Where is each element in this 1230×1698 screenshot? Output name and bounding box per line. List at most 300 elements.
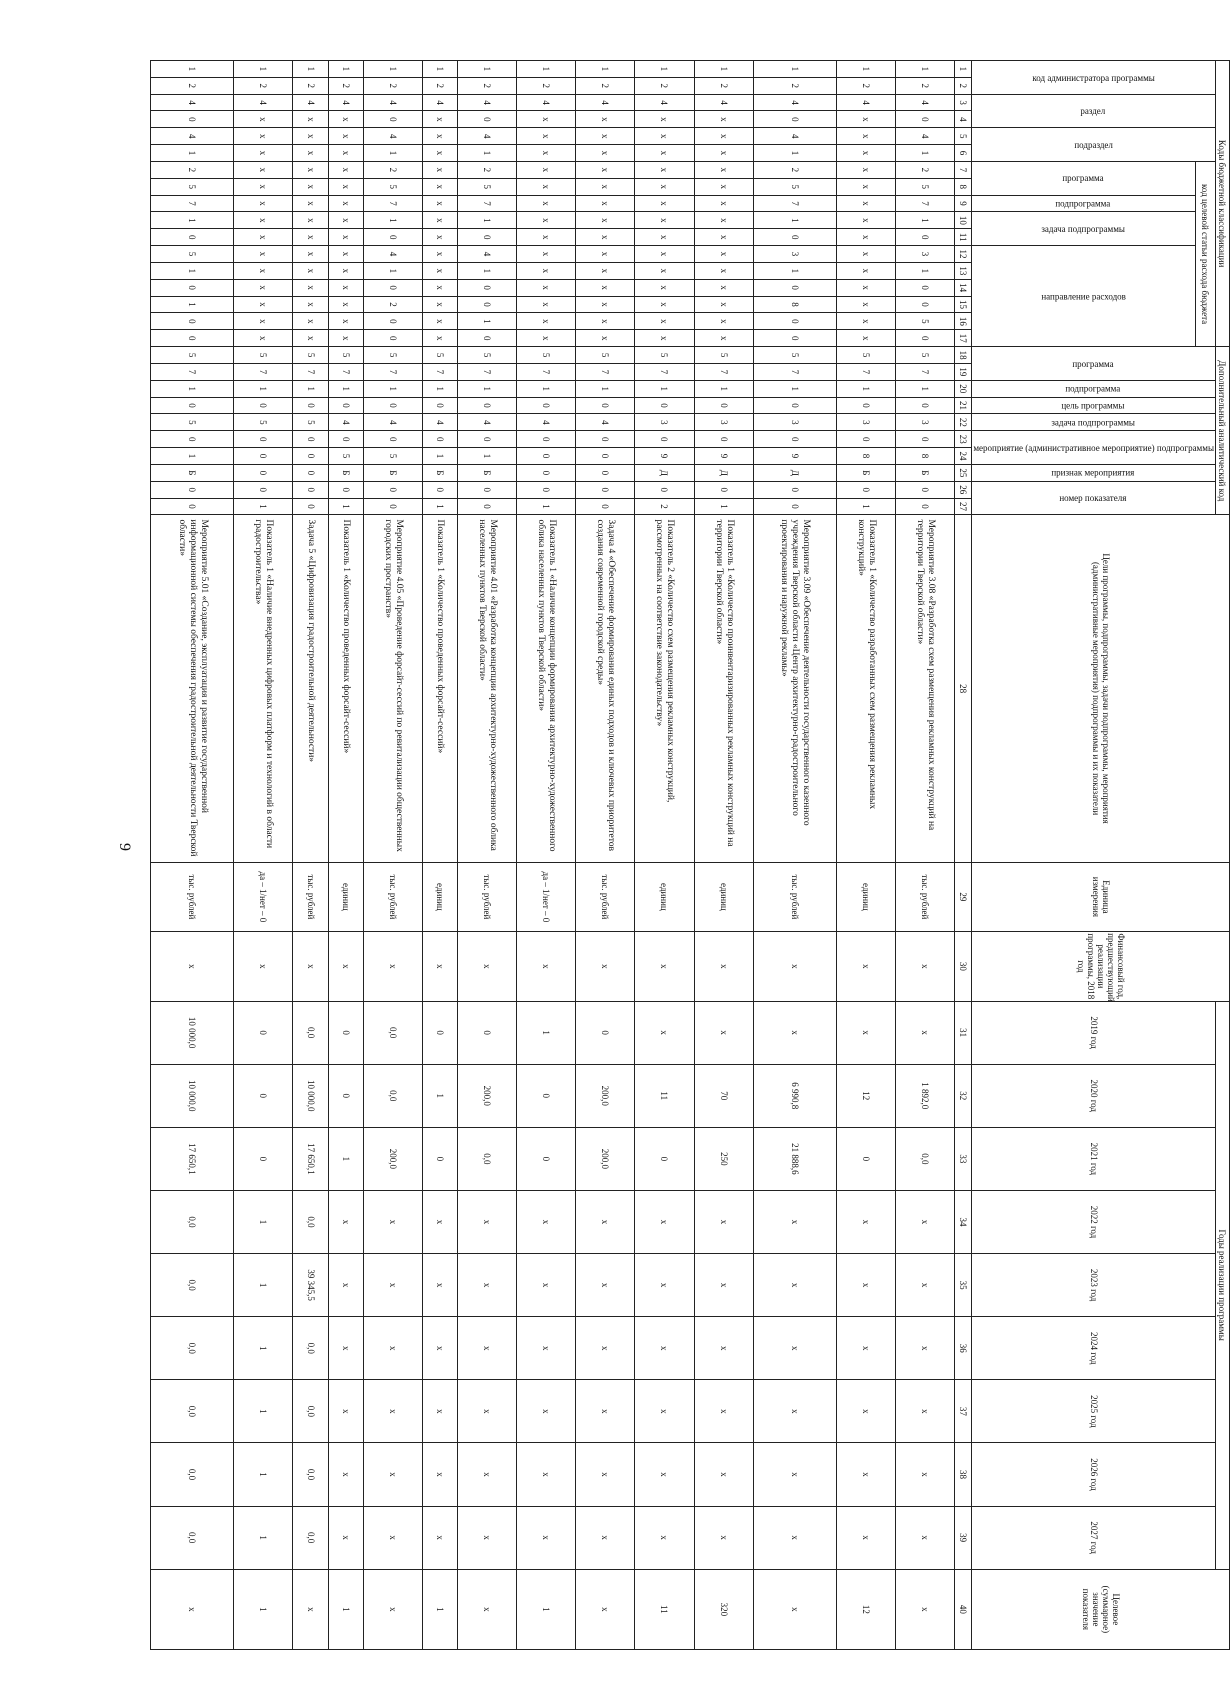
code-cell: 4 <box>517 414 576 431</box>
code-cell: х <box>422 229 457 246</box>
code-cell: х <box>576 111 635 128</box>
code-cell: 4 <box>363 128 422 145</box>
code-cell: 5 <box>753 178 836 195</box>
row-year-value: 0,0 <box>293 1001 328 1064</box>
code-cell: 4 <box>234 94 293 111</box>
code-cell: 0 <box>363 330 422 347</box>
row-year-value: х <box>694 1001 753 1064</box>
code-cell: 1 <box>896 145 955 162</box>
code-cell: х <box>836 161 895 178</box>
code-cell: х <box>694 246 753 263</box>
row-base: х <box>635 932 694 1001</box>
row-year-value: х <box>635 1380 694 1443</box>
code-cell: 1 <box>753 145 836 162</box>
header-name: Цели программы, подпрограммы, задачи подпрограммы, мероприятия (административные мероприятия) подпрограммы и их показатели <box>972 515 1230 862</box>
header-ta-program: программа <box>972 161 1196 195</box>
code-cell: 3 <box>694 414 753 431</box>
code-cell: 1 <box>576 380 635 397</box>
code-cell: х <box>635 195 694 212</box>
row-year-value: 0,0 <box>151 1190 234 1253</box>
rotated-table-container <box>150 60 1230 1650</box>
column-number: 13 <box>955 262 972 279</box>
code-cell: 5 <box>363 448 422 465</box>
code-cell: х <box>576 195 635 212</box>
code-cell: х <box>422 330 457 347</box>
code-cell: х <box>293 246 328 263</box>
code-cell: 0 <box>457 397 516 414</box>
header-year-2: 2021 год <box>972 1127 1216 1190</box>
code-cell: 0 <box>896 111 955 128</box>
row-year-value: х <box>836 1506 895 1569</box>
code-cell: 2 <box>896 77 955 94</box>
code-cell: х <box>422 111 457 128</box>
row-name: Мероприятие 4.05 «Проведение форсайт-сессий по ревитализации общественных городских пространств» <box>363 515 422 862</box>
row-target: 11 <box>635 1569 694 1649</box>
code-cell: х <box>576 178 635 195</box>
code-cell: Б <box>457 464 516 481</box>
code-cell: 1 <box>151 61 234 78</box>
header-ta-task: задача подпрограммы <box>972 212 1196 246</box>
code-cell: 4 <box>457 94 516 111</box>
code-cell: 0 <box>151 111 234 128</box>
code-cell: 7 <box>151 363 234 380</box>
row-base: х <box>363 932 422 1001</box>
code-cell: 1 <box>836 61 895 78</box>
code-cell: х <box>293 195 328 212</box>
code-cell: 7 <box>753 195 836 212</box>
code-cell: 5 <box>293 414 328 431</box>
code-cell: х <box>576 313 635 330</box>
code-cell: х <box>293 229 328 246</box>
code-cell: 0 <box>457 431 516 448</box>
row-year-value: х <box>422 1317 457 1380</box>
code-cell: х <box>694 262 753 279</box>
code-cell: 5 <box>328 347 363 364</box>
code-cell: 1 <box>293 61 328 78</box>
row-year-value: х <box>363 1380 422 1443</box>
code-cell: 0 <box>635 397 694 414</box>
code-cell: 0 <box>517 464 576 481</box>
code-cell: х <box>422 145 457 162</box>
code-cell: х <box>517 229 576 246</box>
column-number: 25 <box>955 464 972 481</box>
header-year-8: 2027 год <box>972 1506 1216 1569</box>
column-number: 33 <box>955 1127 972 1190</box>
code-cell: 7 <box>517 363 576 380</box>
row-year-value: х <box>517 1317 576 1380</box>
code-cell: х <box>836 128 895 145</box>
column-number: 12 <box>955 246 972 263</box>
code-cell: х <box>836 111 895 128</box>
code-cell: 0 <box>363 481 422 498</box>
row-year-value: х <box>576 1443 635 1506</box>
code-cell: х <box>635 161 694 178</box>
header-subsection: подраздел <box>972 128 1216 162</box>
code-cell: х <box>635 279 694 296</box>
header-year-7: 2026 год <box>972 1443 1216 1506</box>
code-cell: 1 <box>576 61 635 78</box>
code-cell: 4 <box>151 128 234 145</box>
code-cell: 2 <box>753 161 836 178</box>
code-cell: х <box>328 330 363 347</box>
row-target: 320 <box>694 1569 753 1649</box>
column-number: 21 <box>955 397 972 414</box>
row-year-value: х <box>457 1443 516 1506</box>
row-name: Показатель 1 «Наличие концепции формирования архитектурно-художественного облика населенных пунктов Тверской области» <box>517 515 576 862</box>
column-number: 10 <box>955 212 972 229</box>
row-target: х <box>896 1569 955 1649</box>
row-year-value: х <box>328 1443 363 1506</box>
code-cell: х <box>576 262 635 279</box>
row-year-value: х <box>753 1317 836 1380</box>
code-cell: 1 <box>293 380 328 397</box>
code-cell: 1 <box>363 212 422 229</box>
code-cell: х <box>694 296 753 313</box>
row-unit: единиц <box>694 862 753 931</box>
code-cell: 4 <box>457 414 516 431</box>
row-year-value: 0 <box>328 1001 363 1064</box>
code-cell: х <box>328 161 363 178</box>
code-cell: 1 <box>363 61 422 78</box>
row-year-value: 0,0 <box>363 1064 422 1127</box>
row-year-value: 0,0 <box>457 1127 516 1190</box>
code-cell: 1 <box>151 145 234 162</box>
row-year-value: 10 000,0 <box>151 1001 234 1064</box>
code-cell: 2 <box>151 161 234 178</box>
row-base: х <box>234 932 293 1001</box>
row-year-value: х <box>836 1254 895 1317</box>
code-cell: 0 <box>576 431 635 448</box>
code-cell: 7 <box>635 363 694 380</box>
code-cell: 5 <box>422 347 457 364</box>
column-number: 16 <box>955 313 972 330</box>
column-number: 23 <box>955 431 972 448</box>
header-extra-code: Дополнительный аналитический код <box>1216 347 1230 515</box>
row-year-value: х <box>896 1506 955 1569</box>
code-cell: 0 <box>753 330 836 347</box>
code-cell: 2 <box>753 77 836 94</box>
code-cell: 0 <box>363 313 422 330</box>
code-cell: 0 <box>753 111 836 128</box>
code-cell: 7 <box>836 363 895 380</box>
row-year-value: 0 <box>576 1001 635 1064</box>
row-year-value: 1 <box>422 1064 457 1127</box>
row-target: х <box>576 1569 635 1649</box>
table-row <box>151 61 234 1650</box>
code-cell: х <box>422 296 457 313</box>
row-year-value: 0,0 <box>293 1506 328 1569</box>
column-number: 24 <box>955 448 972 465</box>
row-year-value: х <box>517 1380 576 1443</box>
code-cell: 5 <box>517 347 576 364</box>
code-cell: Д <box>753 464 836 481</box>
code-cell: 1 <box>635 61 694 78</box>
row-year-value: 1 <box>234 1443 293 1506</box>
code-cell: 1 <box>457 313 516 330</box>
code-cell: 0 <box>753 397 836 414</box>
code-cell: х <box>328 246 363 263</box>
code-cell: х <box>576 296 635 313</box>
code-cell: Б <box>422 464 457 481</box>
row-year-value: 0,0 <box>363 1001 422 1064</box>
row-year-value: х <box>576 1506 635 1569</box>
row-name: Задача 5 «Цифровизация градостроительной деятельности» <box>293 515 328 862</box>
code-cell: х <box>422 128 457 145</box>
code-cell: х <box>328 279 363 296</box>
row-year-value: 1 <box>234 1506 293 1569</box>
row-year-value: х <box>694 1380 753 1443</box>
code-cell: 2 <box>363 296 422 313</box>
code-cell: х <box>328 262 363 279</box>
code-cell: 1 <box>234 61 293 78</box>
row-year-value: 0 <box>422 1001 457 1064</box>
row-year-value: х <box>635 1506 694 1569</box>
code-cell: 7 <box>363 363 422 380</box>
row-year-value: х <box>576 1190 635 1253</box>
row-year-value: 1 <box>234 1380 293 1443</box>
row-year-value: х <box>753 1001 836 1064</box>
row-year-value: 1 <box>234 1254 293 1317</box>
code-cell: 1 <box>753 61 836 78</box>
code-cell: х <box>517 195 576 212</box>
row-year-value: 17 650,1 <box>151 1127 234 1190</box>
row-year-value: 0,0 <box>293 1317 328 1380</box>
row-target: х <box>753 1569 836 1649</box>
code-cell: х <box>635 145 694 162</box>
row-year-value: х <box>694 1506 753 1569</box>
code-cell: 1 <box>457 212 516 229</box>
code-cell: х <box>234 178 293 195</box>
code-cell: 4 <box>363 414 422 431</box>
code-cell: 4 <box>576 414 635 431</box>
row-year-value: 0,0 <box>293 1380 328 1443</box>
row-year-value: х <box>457 1190 516 1253</box>
code-cell: 3 <box>896 414 955 431</box>
row-year-value: х <box>328 1317 363 1380</box>
row-year-value: х <box>694 1317 753 1380</box>
code-cell: 1 <box>363 380 422 397</box>
code-cell: 0 <box>234 431 293 448</box>
code-cell: 0 <box>517 481 576 498</box>
row-year-value: 200,0 <box>363 1127 422 1190</box>
code-cell: 0 <box>293 397 328 414</box>
code-cell: 0 <box>753 229 836 246</box>
code-cell: х <box>234 128 293 145</box>
row-year-value: 0,0 <box>151 1317 234 1380</box>
row-year-value: 0 <box>234 1001 293 1064</box>
code-cell: х <box>694 195 753 212</box>
code-cell: 5 <box>151 246 234 263</box>
header-event: мероприятие (административное мероприятие) подпрограммы <box>972 431 1216 465</box>
column-number: 34 <box>955 1190 972 1253</box>
row-unit: единиц <box>328 862 363 931</box>
row-name: Мероприятие 3.09 «Обеспечение деятельности государственного казенного учреждения Тверской области «Центр архитектурно-градостроительного проектирования и наружной рекламы» <box>753 515 836 862</box>
code-cell: х <box>576 229 635 246</box>
code-cell: х <box>422 313 457 330</box>
column-number: 3 <box>955 94 972 111</box>
row-year-value: 1 892,0 <box>896 1064 955 1127</box>
table-row <box>694 61 753 1650</box>
code-cell: 0 <box>363 229 422 246</box>
code-cell: 4 <box>896 94 955 111</box>
column-number: 15 <box>955 296 972 313</box>
code-cell: 4 <box>363 94 422 111</box>
code-cell: 9 <box>635 448 694 465</box>
code-cell: х <box>422 279 457 296</box>
code-cell: х <box>694 313 753 330</box>
code-cell: х <box>576 246 635 263</box>
row-name: Показатель 2 «Количество схем размещения рекламных конструкций, рассмотренных на соответствие законодательству» <box>635 515 694 862</box>
row-year-value: х <box>363 1190 422 1253</box>
row-unit: единиц <box>836 862 895 931</box>
code-cell: 0 <box>151 431 234 448</box>
code-cell: х <box>293 296 328 313</box>
code-cell: х <box>694 229 753 246</box>
row-year-value: 0 <box>457 1001 516 1064</box>
code-cell: 0 <box>293 464 328 481</box>
row-year-value: х <box>422 1380 457 1443</box>
code-cell: 4 <box>457 246 516 263</box>
code-cell: х <box>234 229 293 246</box>
row-year-value: 1 <box>234 1317 293 1380</box>
code-cell: х <box>293 178 328 195</box>
row-year-value: х <box>328 1190 363 1253</box>
code-cell: 0 <box>576 448 635 465</box>
row-year-value: х <box>517 1254 576 1317</box>
code-cell: 0 <box>753 481 836 498</box>
code-cell: 5 <box>151 178 234 195</box>
code-cell: Б <box>363 464 422 481</box>
code-cell: х <box>234 296 293 313</box>
code-cell: 0 <box>234 481 293 498</box>
row-base: х <box>328 932 363 1001</box>
row-year-value: х <box>896 1001 955 1064</box>
row-year-value: х <box>363 1317 422 1380</box>
code-cell: 5 <box>234 414 293 431</box>
table-row <box>576 61 635 1650</box>
code-cell: 1 <box>151 212 234 229</box>
code-cell: 7 <box>234 363 293 380</box>
row-year-value: х <box>422 1506 457 1569</box>
header-program-goal: цель программы <box>972 397 1216 414</box>
code-cell: 1 <box>694 380 753 397</box>
code-cell: 4 <box>457 128 516 145</box>
code-cell: 1 <box>896 380 955 397</box>
column-number: 14 <box>955 279 972 296</box>
code-cell: х <box>836 246 895 263</box>
header-codes: Коды бюджетной классификации <box>1216 61 1230 347</box>
code-cell: 5 <box>896 313 955 330</box>
header-subprogram-task: задача подпрограммы <box>972 414 1216 431</box>
code-cell: 7 <box>363 195 422 212</box>
row-year-value: х <box>694 1190 753 1253</box>
header-event-sign: признак мероприятия <box>972 464 1216 481</box>
code-cell: 2 <box>457 77 516 94</box>
column-number: 30 <box>955 932 972 1001</box>
code-cell: 0 <box>363 111 422 128</box>
code-cell: 2 <box>457 161 516 178</box>
row-base: х <box>576 932 635 1001</box>
row-base: х <box>896 932 955 1001</box>
code-cell: х <box>234 111 293 128</box>
code-cell: 4 <box>753 94 836 111</box>
code-cell: Д <box>635 464 694 481</box>
code-cell: х <box>234 145 293 162</box>
code-cell: 5 <box>576 347 635 364</box>
row-unit: единиц <box>422 862 457 931</box>
code-cell: 1 <box>422 498 457 515</box>
code-cell: х <box>836 313 895 330</box>
table-rotated-view <box>150 60 1230 1650</box>
code-cell: 3 <box>836 414 895 431</box>
code-cell: х <box>328 212 363 229</box>
code-cell: 3 <box>753 414 836 431</box>
column-number: 11 <box>955 229 972 246</box>
row-year-value: 250 <box>694 1127 753 1190</box>
code-cell: 1 <box>836 380 895 397</box>
header-base-year: Финансовый год, предшествующий реализации программы, 2018 год <box>972 932 1230 1001</box>
code-cell: 5 <box>836 347 895 364</box>
code-cell: 5 <box>328 448 363 465</box>
code-cell: 2 <box>328 77 363 94</box>
code-cell: 5 <box>753 347 836 364</box>
code-cell: 0 <box>896 330 955 347</box>
code-cell: х <box>694 145 753 162</box>
row-unit: да – 1/нет – 0 <box>517 862 576 931</box>
code-cell: 1 <box>896 262 955 279</box>
code-cell: х <box>517 178 576 195</box>
row-year-value: 17 650,1 <box>293 1127 328 1190</box>
row-target: 1 <box>234 1569 293 1649</box>
column-number: 38 <box>955 1443 972 1506</box>
page-number: 9 <box>116 843 133 851</box>
code-cell: 5 <box>293 347 328 364</box>
code-cell: х <box>234 279 293 296</box>
code-cell: 3 <box>753 246 836 263</box>
row-year-value: х <box>576 1380 635 1443</box>
column-number: 31 <box>955 1001 972 1064</box>
code-cell: х <box>328 296 363 313</box>
code-cell: х <box>635 262 694 279</box>
code-cell: 4 <box>422 94 457 111</box>
row-year-value: х <box>694 1443 753 1506</box>
code-cell: 0 <box>363 397 422 414</box>
row-year-value: х <box>836 1443 895 1506</box>
code-cell: 9 <box>694 448 753 465</box>
column-number: 8 <box>955 178 972 195</box>
row-year-value: 0,0 <box>896 1127 955 1190</box>
row-year-value: х <box>896 1254 955 1317</box>
header-year-0: 2019 год <box>972 1001 1216 1064</box>
row-year-value: х <box>457 1254 516 1317</box>
row-year-value: х <box>896 1317 955 1380</box>
row-year-value: 21 888,6 <box>753 1127 836 1190</box>
row-year-value: х <box>457 1506 516 1569</box>
row-name: Мероприятие 3.08 «Разработка схем размещения рекламных конструкций на территории Тверской области» <box>896 515 955 862</box>
row-year-value: 0 <box>517 1064 576 1127</box>
code-cell: 5 <box>363 347 422 364</box>
code-cell: х <box>234 313 293 330</box>
code-cell: х <box>635 229 694 246</box>
code-cell: 3 <box>896 246 955 263</box>
row-unit: да – 1/нет – 0 <box>234 862 293 931</box>
code-cell: 0 <box>328 397 363 414</box>
row-year-value: 0,0 <box>151 1380 234 1443</box>
code-cell: 0 <box>576 481 635 498</box>
row-year-value: х <box>753 1380 836 1443</box>
code-cell: х <box>576 279 635 296</box>
code-cell: х <box>293 313 328 330</box>
